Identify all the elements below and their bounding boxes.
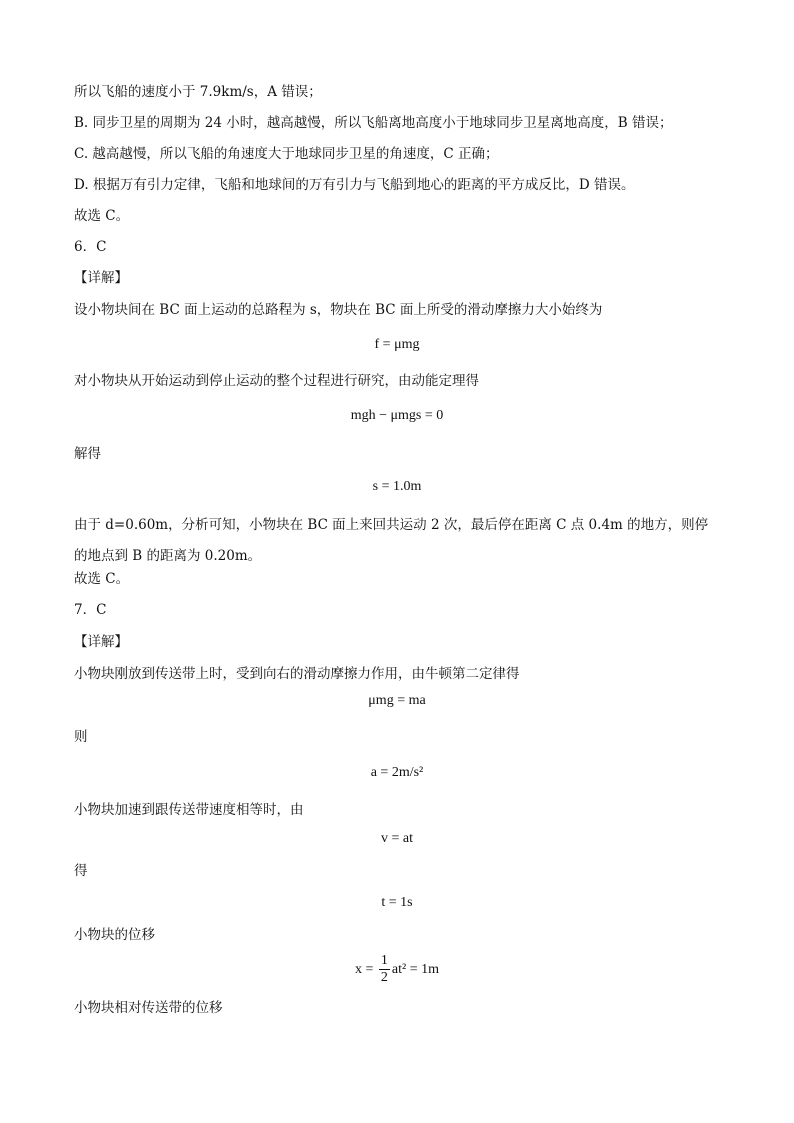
text-line: D. 根据万有引力定律，飞船和地球间的万有引力与飞船到地心的距离的平方成反比，D 错误。 [74, 177, 635, 193]
text-line: B. 同步卫星的周期为 24 小时，越高越慢，所以飞船离地高度小于地球同步卫星离地高度，B 错误； [74, 115, 673, 131]
text-line: 小物块相对传送带的位移 [74, 1000, 223, 1016]
text-line: 设小物块间在 BC 面上运动的总路程为 s，物块在 BC 面上所受的滑动摩擦力大小始终为 [74, 302, 603, 318]
text-line: 所以飞船的速度小于 7.9km/s，A 错误； [74, 84, 322, 100]
question-number: 6．C [74, 239, 107, 255]
question-number: 7．C [74, 602, 107, 618]
equation-rhs: at² = 1m [391, 962, 439, 977]
equation: a = 2m/s² [370, 765, 424, 780]
text-line: 对小物块从开始运动到停止运动的整个过程进行研究，由动能定理得 [74, 373, 479, 389]
fraction [379, 953, 390, 986]
equation: t = 1s [381, 895, 413, 910]
text-line: 小物块刚放到传送带上时，受到向右的滑动摩擦力作用，由牛顿第二定律得 [74, 666, 520, 682]
text-line: 小物块加速到跟传送带速度相等时，由 [74, 802, 304, 818]
equation: f = μmg [374, 337, 420, 352]
text-paragraph: 由于 d=0.60m，分析可知，小物块在 BC 面上来回共运动 2 次，最后停在距离 C 点 0.4m 的地方，则停的地点到 B 的距离为 0.20m。 [74, 517, 709, 564]
section-heading: 【详解】 [74, 634, 128, 650]
text-line: C. 越高越慢，所以飞船的角速度大于地球同步卫星的角速度，C 正确； [74, 146, 499, 162]
text-line: 解得 [74, 446, 101, 462]
fraction-denominator: 2 [380, 970, 388, 986]
fraction-numerator: 1 [380, 953, 388, 969]
equation: mgh − μmgs = 0 [350, 408, 444, 423]
equation-fraction [0, 950, 794, 990]
text-line: 则 [74, 729, 88, 745]
section-heading: 【详解】 [74, 270, 128, 286]
equation: v = at [381, 831, 413, 846]
text-line: 小物块的位移 [74, 927, 155, 943]
equation: μmg = ma [368, 693, 426, 708]
text-line: 故选 C。 [74, 208, 130, 224]
text-line: 得 [74, 863, 88, 879]
equation-lhs: x = [355, 962, 377, 977]
text-line: 故选 C。 [74, 571, 130, 587]
equation: s = 1.0m [372, 479, 422, 494]
